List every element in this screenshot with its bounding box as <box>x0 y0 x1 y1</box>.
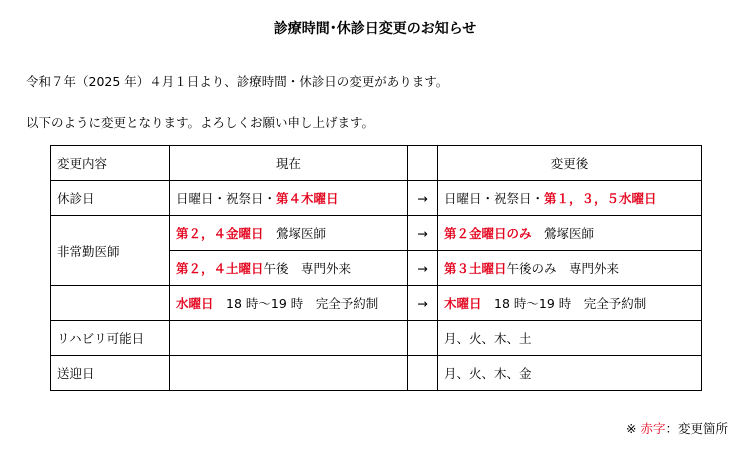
plain-text: 月、火、木、土 <box>444 331 532 346</box>
note-rest: ：変更箇所 <box>665 421 728 436</box>
intro-line-1: 令和７年（2025 年）４月１日より、診療時間・休診日の変更があります。 <box>26 74 449 89</box>
intro-line-2: 以下のように変更となります。よろしくお願い申し上げます。 <box>26 115 375 130</box>
changed-text: 第１，３，５水曜日 <box>544 191 657 206</box>
changed-text: 第２，４金曜日 <box>176 226 264 241</box>
notice-title: 診療時間･休診日変更のお知らせ <box>273 21 477 37</box>
schedule-change-table <box>50 145 702 391</box>
current-cell <box>170 356 408 391</box>
row-label: 非常勤医師 <box>51 216 170 286</box>
arrow-icon: → <box>408 216 438 251</box>
after-cell <box>438 216 702 251</box>
row-label <box>51 286 170 321</box>
changed-text: 水曜日 <box>176 296 214 311</box>
rest-text: 午後のみ 専門外来 <box>506 261 620 276</box>
changed-text: 第３土曜日 <box>444 261 507 276</box>
after-cell <box>438 321 702 356</box>
table-header-row <box>51 146 702 181</box>
header-arrow-spacer <box>408 146 438 181</box>
header-current: 現在 <box>170 146 408 181</box>
rest-text: 鶯塚医師 <box>531 226 595 241</box>
arrow-spacer <box>408 321 438 356</box>
row-label: リハビリ可能日 <box>51 321 170 356</box>
after-cell <box>438 251 702 286</box>
plain-text: 日曜日・祝祭日・ <box>176 191 277 206</box>
rest-text: 18 時～19 時 完全予約制 <box>213 296 379 311</box>
arrow-spacer <box>408 356 438 391</box>
plain-text: 日曜日・祝祭日・ <box>444 191 545 206</box>
current-cell <box>170 321 408 356</box>
row-label: 送迎日 <box>51 356 170 391</box>
header-change-item: 変更内容 <box>51 146 170 181</box>
table-row <box>51 356 702 391</box>
table-row <box>51 181 702 216</box>
rest-text: 午後 専門外来 <box>263 261 352 276</box>
table-row <box>51 321 702 356</box>
note-mark: ※ <box>626 421 637 436</box>
changed-text: 第２金曜日のみ <box>444 226 532 241</box>
row-label: 休診日 <box>51 181 170 216</box>
plain-text: 月、火、木、金 <box>444 366 532 381</box>
after-cell <box>438 286 702 321</box>
changed-text: 第２，４土曜日 <box>176 261 264 276</box>
current-cell <box>170 181 408 216</box>
table-row <box>51 286 702 321</box>
table-row <box>51 216 702 251</box>
legend-note <box>626 419 728 437</box>
header-after: 変更後 <box>438 146 702 181</box>
changed-text: 第４木曜日 <box>276 191 339 206</box>
current-cell <box>170 251 408 286</box>
current-cell <box>170 286 408 321</box>
arrow-icon: → <box>408 251 438 286</box>
changed-text: 木曜日 <box>444 296 482 311</box>
arrow-icon: → <box>408 286 438 321</box>
current-cell <box>170 216 408 251</box>
note-red-label: 赤字 <box>640 421 666 436</box>
rest-text: 鶯塚医師 <box>263 226 327 241</box>
after-cell <box>438 181 702 216</box>
after-cell <box>438 356 702 391</box>
arrow-icon: → <box>408 181 438 216</box>
rest-text: 18 時～19 時 完全予約制 <box>481 296 647 311</box>
